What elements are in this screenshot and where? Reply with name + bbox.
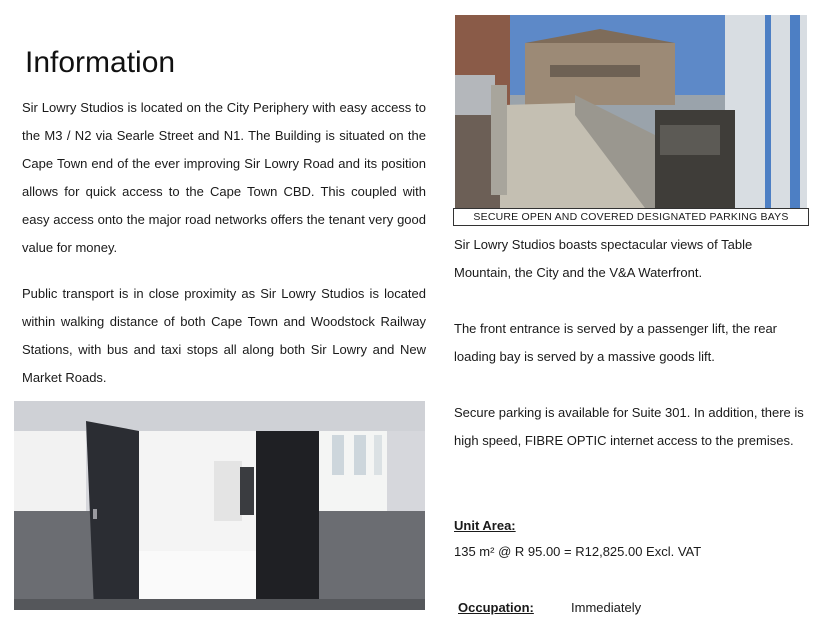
parking-caption: SECURE OPEN AND COVERED DESIGNATED PARKING BAYS xyxy=(453,208,809,226)
occupation-label: Occupation: xyxy=(458,600,534,615)
unit-area-label: Unit Area: xyxy=(454,518,516,533)
page-title: Information xyxy=(25,46,176,79)
views-paragraph: Sir Lowry Studios boasts spectacular views of Table Mountain, the City and the V&A Waterfront. xyxy=(454,237,753,280)
parking-paragraph: Secure parking is available for Suite 301. In addition, there is high speed, FIBRE OPTIC internet access to the premises. xyxy=(454,405,804,448)
unit-area-value: 135 m² @ R 95.00 = R12,825.00 Excl. VAT xyxy=(454,544,702,559)
occupation-value: Immediately xyxy=(571,600,642,615)
transport-paragraph: Public transport is in close proximity as Sir Lowry Studios is located within walking distance of both Cape Town and Woodstock Railway Stations, with bus and taxi stops all along both Sir Lowry and New Market Roads. xyxy=(22,286,426,385)
interior-photo xyxy=(14,401,425,610)
location-paragraph: Sir Lowry Studios is located on the City Periphery with easy access to the M3 / N2 via Searle Street and N1. The Building is situated on the Cape Town end of the ever improving Sir Lowry Road and its position allows for quick access to the Cape Town CBD. This coupled with easy access onto the major road networks offers the tenant very good value for money. xyxy=(22,100,426,255)
lift-paragraph: The front entrance is served by a passenger lift, the rear loading bay is served by a massive goods lift. xyxy=(454,321,778,364)
parking-photo xyxy=(455,15,807,208)
